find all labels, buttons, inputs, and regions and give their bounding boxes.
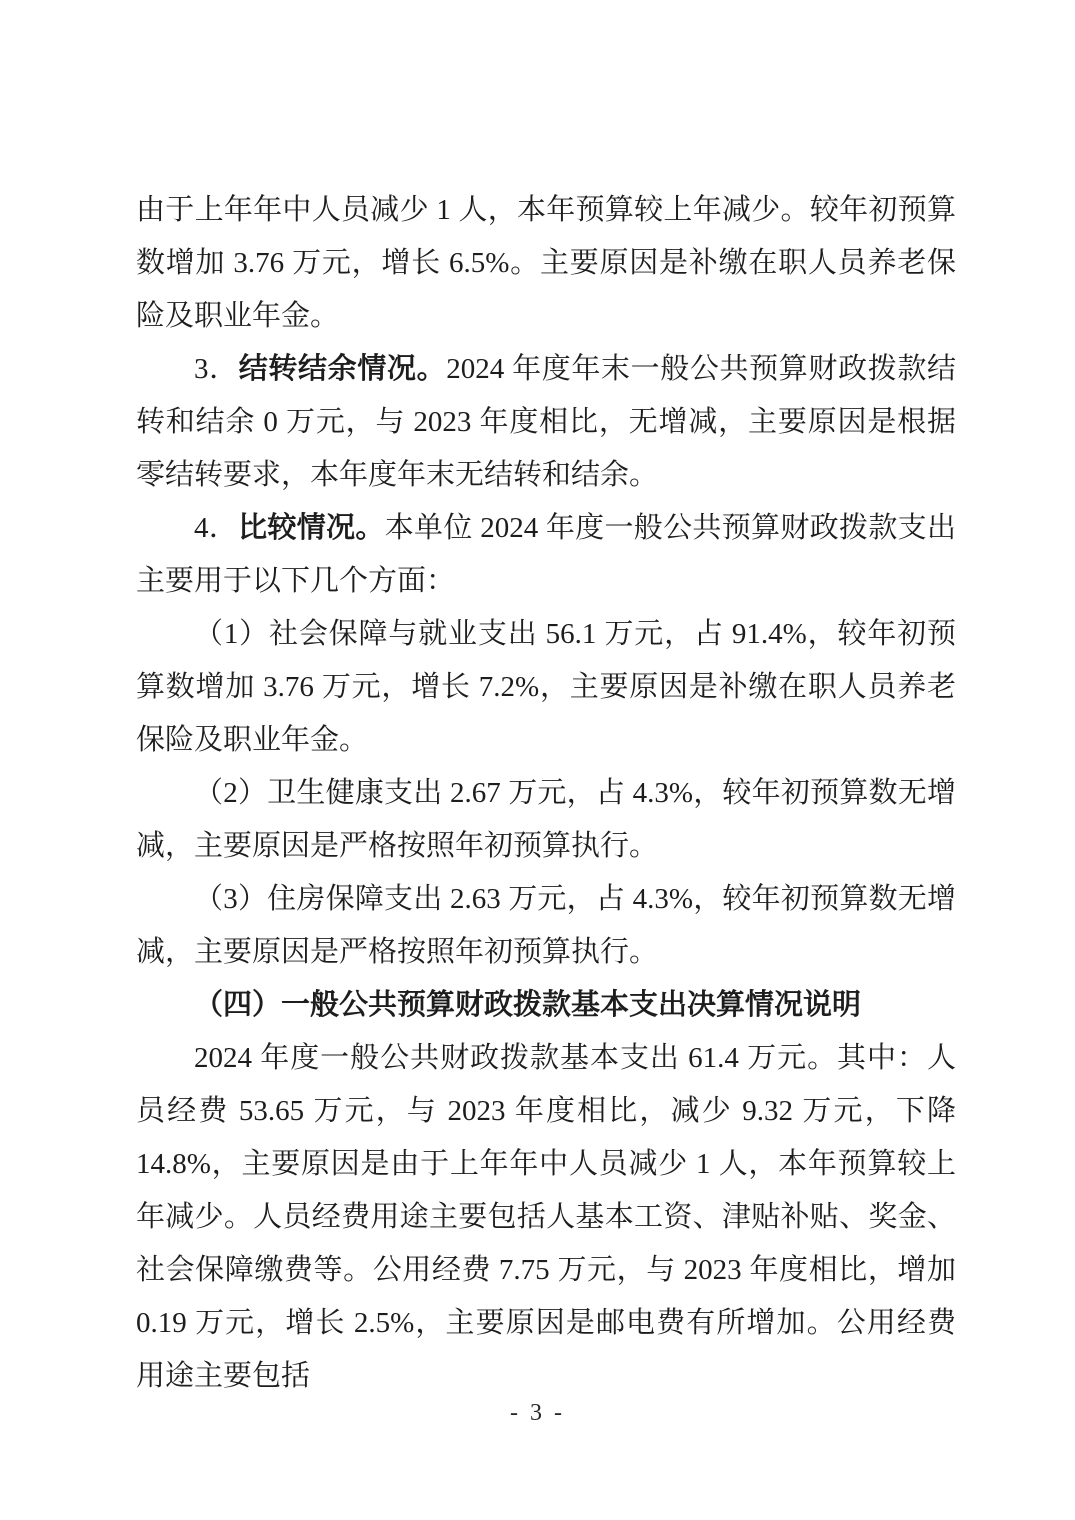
text-run: 4． (194, 512, 239, 544)
page-number: - 3 - (510, 1400, 565, 1426)
para-item-2-health (136, 767, 956, 873)
document-body (136, 184, 956, 1403)
heading-section-4-basic-expenditure (136, 979, 956, 1032)
text-run: 2024 年度年末一般公共预算财政拨款结转和结余 0 万元，与 2023 年度相比，无增减，主要原因是根据零结转要求，本年度年末无结转和结余。 (136, 353, 956, 491)
para-basic-expenditure-detail (136, 1032, 956, 1403)
text-run: （1）社会保障与就业支出 56.1 万元，占 91.4%，较年初预算数增加 3.76 万元，增长 7.2%，主要原因是补缴在职人员养老保险及职业年金。 (136, 618, 956, 756)
text-run: 本单位 2024 年度一般公共预算财政拨款支出主要用于以下几个方面： (136, 512, 956, 597)
text-run: （3）住房保障支出 2.63 万元，占 4.3%，较年初预算数无增减，主要原因是严格按照年初预算执行。 (136, 883, 956, 968)
text-run: （2）卫生健康支出 2.67 万元，占 4.3%，较年初预算数无增减，主要原因是严格按照年初预算执行。 (136, 777, 956, 862)
text-run: 由于上年年中人员减少 1 人，本年预算较上年减少。较年初预算数增加 3.76 万元，增长 6.5%。主要原因是补缴在职人员养老保险及职业年金。 (136, 194, 956, 332)
para-item-1-social-security-employment (136, 608, 956, 767)
emphasis-text-run: 比较情况。 (238, 512, 385, 544)
text-run: 2024 年度一般公共财政拨款基本支出 61.4 万元。其中：人员经费 53.65 万元，与 2023 年度相比，减少 9.32 万元，下降 14.8%，主要原因是由于上年年中人员减少 1 人，本年预算较上年减少。人员经费用途主要包括人基本工资、津贴补贴、奖金、社会保障缴费等。公用经费 7.75 万元，与 2023 年度相比，增加 0.19 万元，增长 2.5%，主要原因是邮电费有所增加。公用经费用途主要包括 (136, 1042, 956, 1392)
text-run: 3． (194, 353, 239, 385)
para-3-carryover-balance (136, 343, 956, 502)
emphasis-text-run: 结转结余情况。 (238, 353, 447, 385)
para-continuation-pension-adjustment (136, 184, 956, 343)
page-footer (0, 1400, 1075, 1427)
para-4-comparison (136, 502, 956, 608)
emphasis-text-run: （四）一般公共预算财政拨款基本支出决算情况说明 (194, 989, 862, 1021)
para-item-3-housing (136, 873, 956, 979)
